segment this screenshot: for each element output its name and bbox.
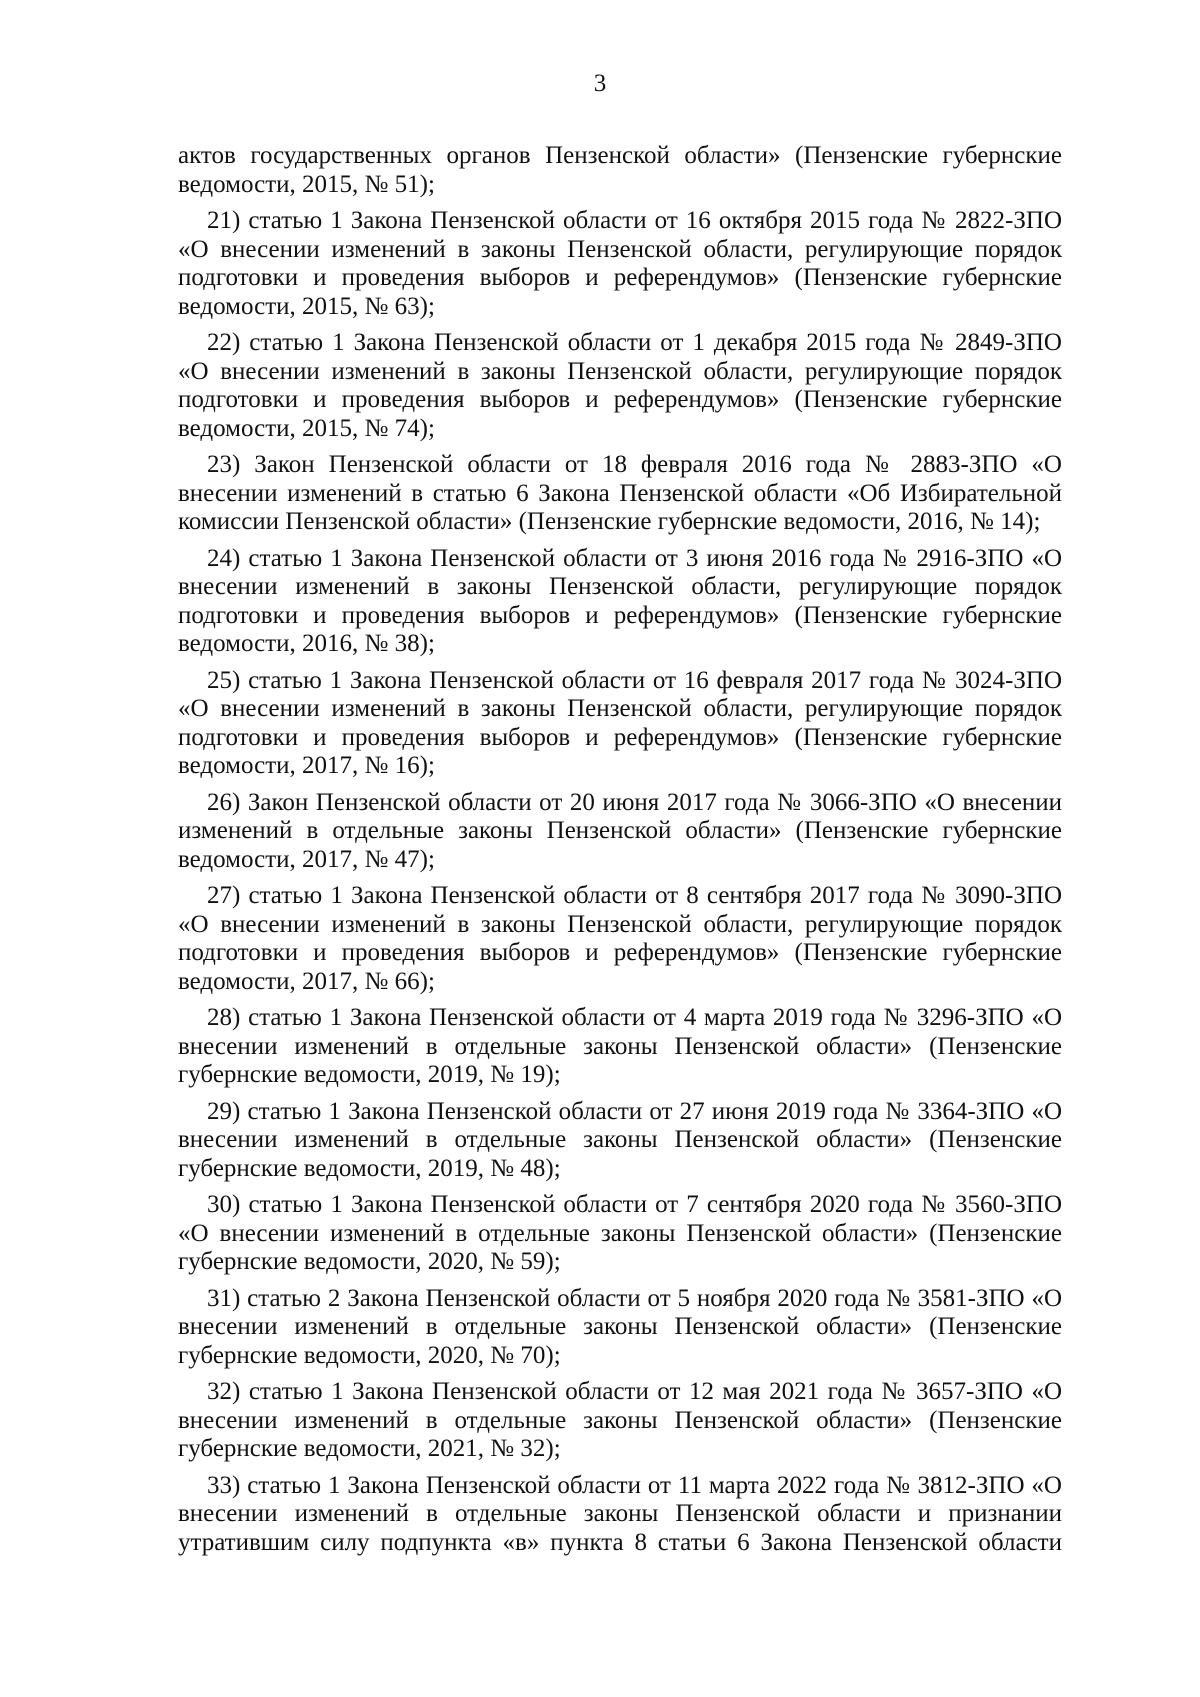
list-item-33: 33) статью 1 Закона Пензенской области от 11 марта 2022 года № 3812-ЗПО «О внесении изменений в отдельные законы Пензенской области и признании утратившим силу подпункта «в» пункта 8 статьи 6 Закона Пензенской области [178, 1471, 1062, 1556]
list-item-29: 29) статью 1 Закона Пензенской области от 27 июня 2019 года № 3364-ЗПО «О внесении изменений в отдельные законы Пензенской области» (Пензенские губернские ведомости, 2019, № 48); [178, 1097, 1062, 1182]
list-item-32: 32) статью 1 Закона Пензенской области от 12 мая 2021 года № 3657-ЗПО «О внесении изменений в отдельные законы Пензенской области» (Пензенские губернские ведомости, 2021, № 32); [178, 1378, 1062, 1462]
page-number: 3 [593, 70, 607, 97]
list-item-27: 27) статью 1 Закона Пензенской области от 8 сентября 2017 года № 3090-ЗПО «О внесении изменений в законы Пензенской области, регулирующие порядок подготовки и проведения выборов и референдумов» (Пензенские губернские ведомости, 2017, № 66); [178, 882, 1062, 995]
list-item-22: 22) статью 1 Закона Пензенской области от 1 декабря 2015 года № 2849-ЗПО «О внесении изменений в законы Пензенской области, регулирующие порядок подготовки и проведения выборов и референдумов» (Пензенские губернские ведомости, 2015, № 74); [178, 329, 1062, 442]
list-item-28: 28) статью 1 Закона Пензенской области от 4 марта 2019 года № 3296-ЗПО «О внесении изменений в отдельные законы Пензенской области» (Пензенские губернские ведомости, 2019, № 19); [178, 1004, 1062, 1088]
paragraph-continuation: актов государственных органов Пензенской области» (Пензенские губернские ведомости, 2015, № 51); [178, 142, 1062, 198]
list-item-23: 23) Закон Пензенской области от 18 февраля 2016 года № 2883-ЗПО «О внесении изменений в статью 6 Закона Пензенской области «Об Избирательной комиссии Пензенской области» (Пензенские губернские ведомости, 2016, № 14); [178, 451, 1062, 535]
list-item-31: 31) статью 2 Закона Пензенской области от 5 ноября 2020 года № 3581-ЗПО «О внесении изменений в отдельные законы Пензенской области» (Пензенские губернские ведомости, 2020, № 70); [178, 1284, 1062, 1369]
list-item-25: 25) статью 1 Закона Пензенской области от 16 февраля 2017 года № 3024-ЗПО «О внесении изменений в законы Пензенской области, регулирующие порядок подготовки и проведения выборов и референдумов» (Пензенские губернские ведомости, 2017, № 16); [178, 666, 1062, 779]
list-item-21: 21) статью 1 Закона Пензенской области от 16 октября 2015 года № 2822-ЗПО «О внесении изменений в законы Пензенской области, регулирующие порядок подготовки и проведения выборов и референдумов» (Пензенские губернские ведомости, 2015, № 63); [178, 207, 1062, 320]
document-body [178, 142, 1062, 1565]
list-item-26: 26) Закон Пензенской области от 20 июня 2017 года № 3066-ЗПО «О внесении изменений в отдельные законы Пензенской области» (Пензенские губернские ведомости, 2017, № 47); [178, 788, 1062, 873]
list-item-30: 30) статью 1 Закона Пензенской области от 7 сентября 2020 года № 3560-ЗПО «О внесении изменений в отдельные законы Пензенской области» (Пензенские губернские ведомости, 2020, № 59); [178, 1191, 1062, 1275]
list-item-24: 24) статью 1 Закона Пензенской области от 3 июня 2016 года № 2916-ЗПО «О внесении изменений в законы Пензенской области, регулирующие порядок подготовки и проведения выборов и референдумов» (Пензенские губернские ведомости, 2016, № 38); [178, 544, 1062, 657]
